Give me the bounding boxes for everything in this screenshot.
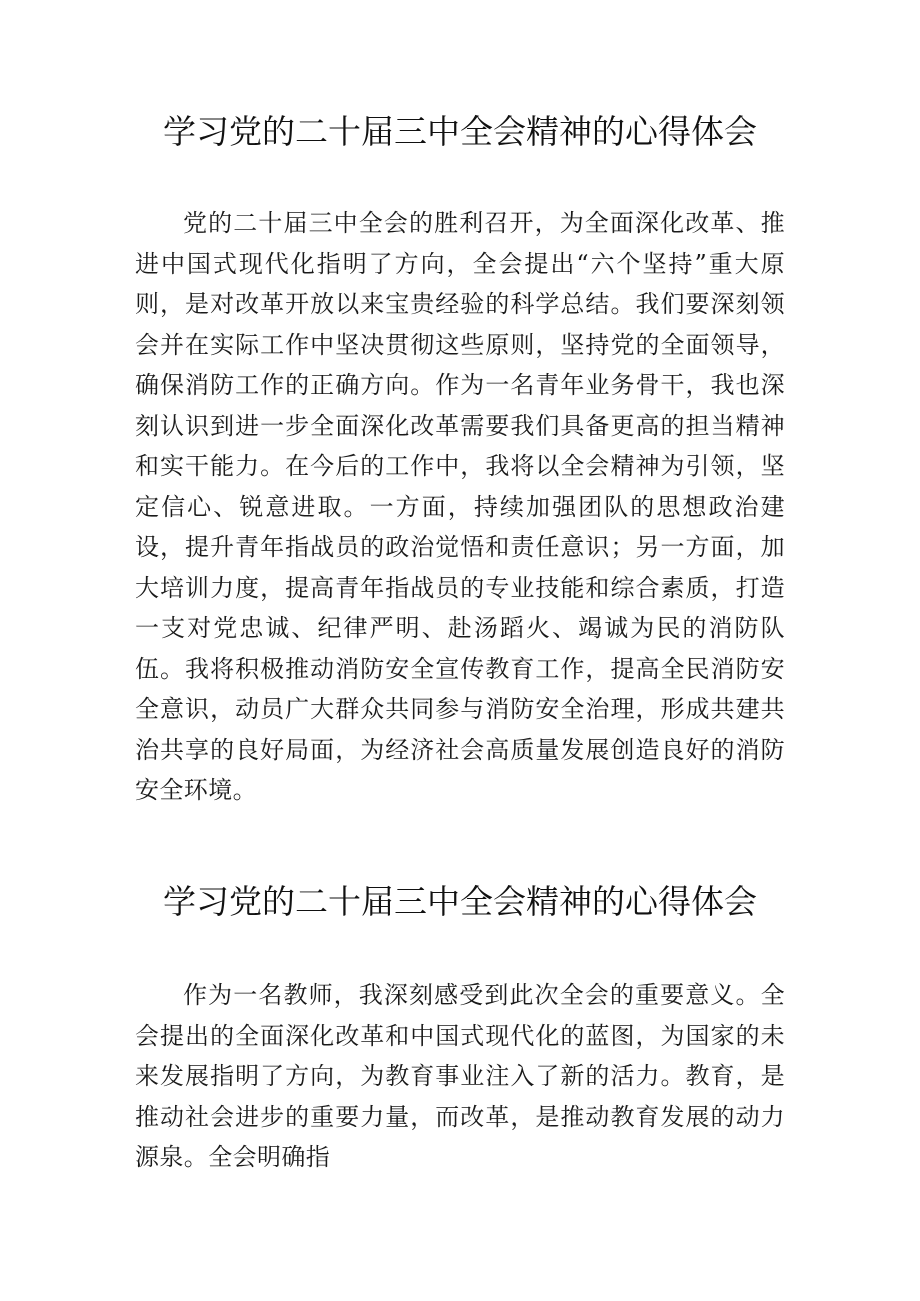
section-body-2: 作为一名教师，我深刻感受到此次全会的重要意义。全会提出的全面深化改革和中国式现代化的蓝图，为国家的未来发展指明了方向，为教育事业注入了新的活力。教育，是推动社会进步的重要力量，而改革，是推动教育发展的动力源泉。全会明确指 [135,981,785,1171]
section-title-1: 学习党的二十届三中全会精神的心得体会 [163,112,757,151]
section-title-2: 学习党的二十届三中全会精神的心得体会 [163,882,757,921]
section-body-1: 党的二十届三中全会的胜利召开，为全面深化改革、推进中国式现代化指明了方向，全会提出“六个坚持”重大原则，是对改革开放以来宝贵经验的科学总结。我们要深刻领会并在实际工作中坚决贯彻这些原则，坚持党的全面领导，确保消防工作的正确方向。作为一名青年业务骨干，我也深刻认识到进一步全面深化改革需要我们具备更高的担当精神和实干能力。在今后的工作中，我将以全会精神为引领，坚定信心、锐意进取。一方面，持续加强团队的思想政治建设，提升青年指战员的政治觉悟和责任意识；另一方面，加大培训力度，提高青年指战员的专业技能和综合素质，打造一支对党忠诚、纪律严明、赴汤蹈火、竭诚为民的消防队伍。我将积极推动消防安全宣传教育工作，提高全民消防安全意识，动员广大群众共同参与消防安全治理，形成共建共治共享的良好局面，为经济社会高质量发展创造良好的消防安全环境。 [135,209,785,804]
